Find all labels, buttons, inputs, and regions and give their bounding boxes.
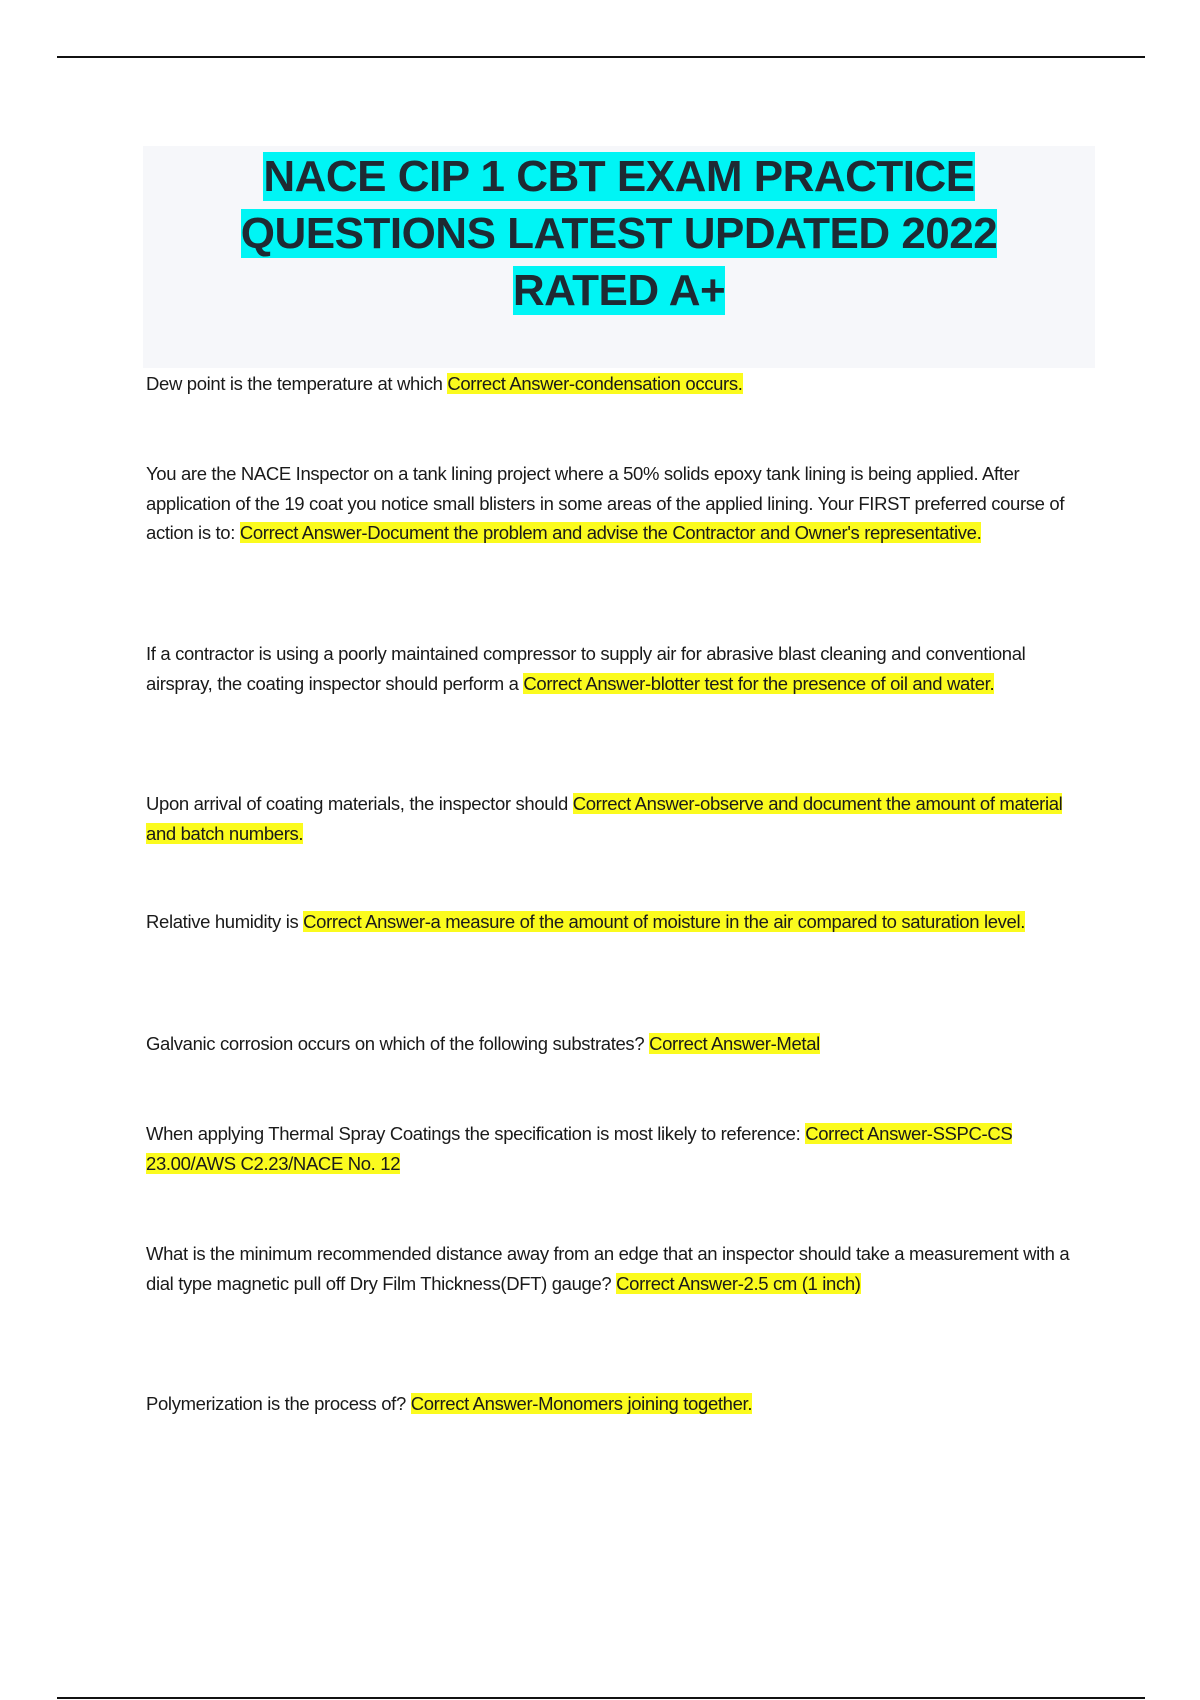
question: What is the minimum recommended distance away from an edge that an inspector should take a measurement with a dial type magnetic pull off Dry Film Thickness(DFT) gauge? (146, 1243, 1070, 1294)
qa-item (146, 459, 1081, 548)
question: If a contractor is using a poorly maintained compressor to supply air for abrasive blast cleaning and conventional airspray, the coating inspector should perform a (146, 643, 1026, 694)
qa-item (146, 1239, 1081, 1298)
qa-item (146, 1029, 1081, 1059)
answer: Correct Answer-SSPC-CS 23.00/AWS C2.23/NACE No. 12 (146, 1123, 1013, 1174)
qa-item (146, 369, 1081, 399)
title-box (143, 146, 1095, 368)
answer: Correct Answer-a measure of the amount of moisture in the air compared to saturation level. (303, 911, 1026, 932)
answer: Correct Answer-condensation occurs. (447, 373, 743, 394)
question: When applying Thermal Spray Coatings the specification is most likely to reference: (146, 1123, 806, 1144)
qa-item (146, 1389, 1081, 1419)
top-rule (57, 56, 1145, 58)
question: Galvanic corrosion occurs on which of the following substrates? (146, 1033, 650, 1054)
document-title: NACE CIP 1 CBT EXAM PRACTICE QUESTIONS LATEST UPDATED 2022 RATED A+ (240, 152, 998, 315)
qa-item (146, 639, 1081, 698)
answer: Correct Answer-observe and document the amount of material and batch numbers. (146, 793, 1063, 844)
answer: Correct Answer-Monomers joining together. (410, 1393, 753, 1414)
answer: Correct Answer-Metal (649, 1033, 820, 1054)
question: Polymerization is the process of? (146, 1393, 411, 1414)
question: Dew point is the temperature at which (146, 373, 448, 394)
bottom-rule (57, 1697, 1145, 1699)
question: Relative humidity is (146, 911, 304, 932)
answer: Correct Answer-blotter test for the presence of oil and water. (523, 672, 995, 694)
qa-item (146, 789, 1081, 848)
qa-item (146, 1119, 1081, 1178)
qa-item (146, 907, 1081, 937)
question: Upon arrival of coating materials, the inspector should (146, 793, 573, 814)
question: You are the NACE Inspector on a tank lining project where a 50% solids epoxy tank lining is being applied. After application of the 19 coat you notice small blisters in some areas of the applied lining. Your FIRST preferred course of action is to: (146, 463, 1065, 543)
answer: Correct Answer-Document the problem and advise the Contractor and Owner's representative. (239, 522, 982, 543)
answer: Correct Answer-2.5 cm (1 inch) (616, 1272, 861, 1294)
